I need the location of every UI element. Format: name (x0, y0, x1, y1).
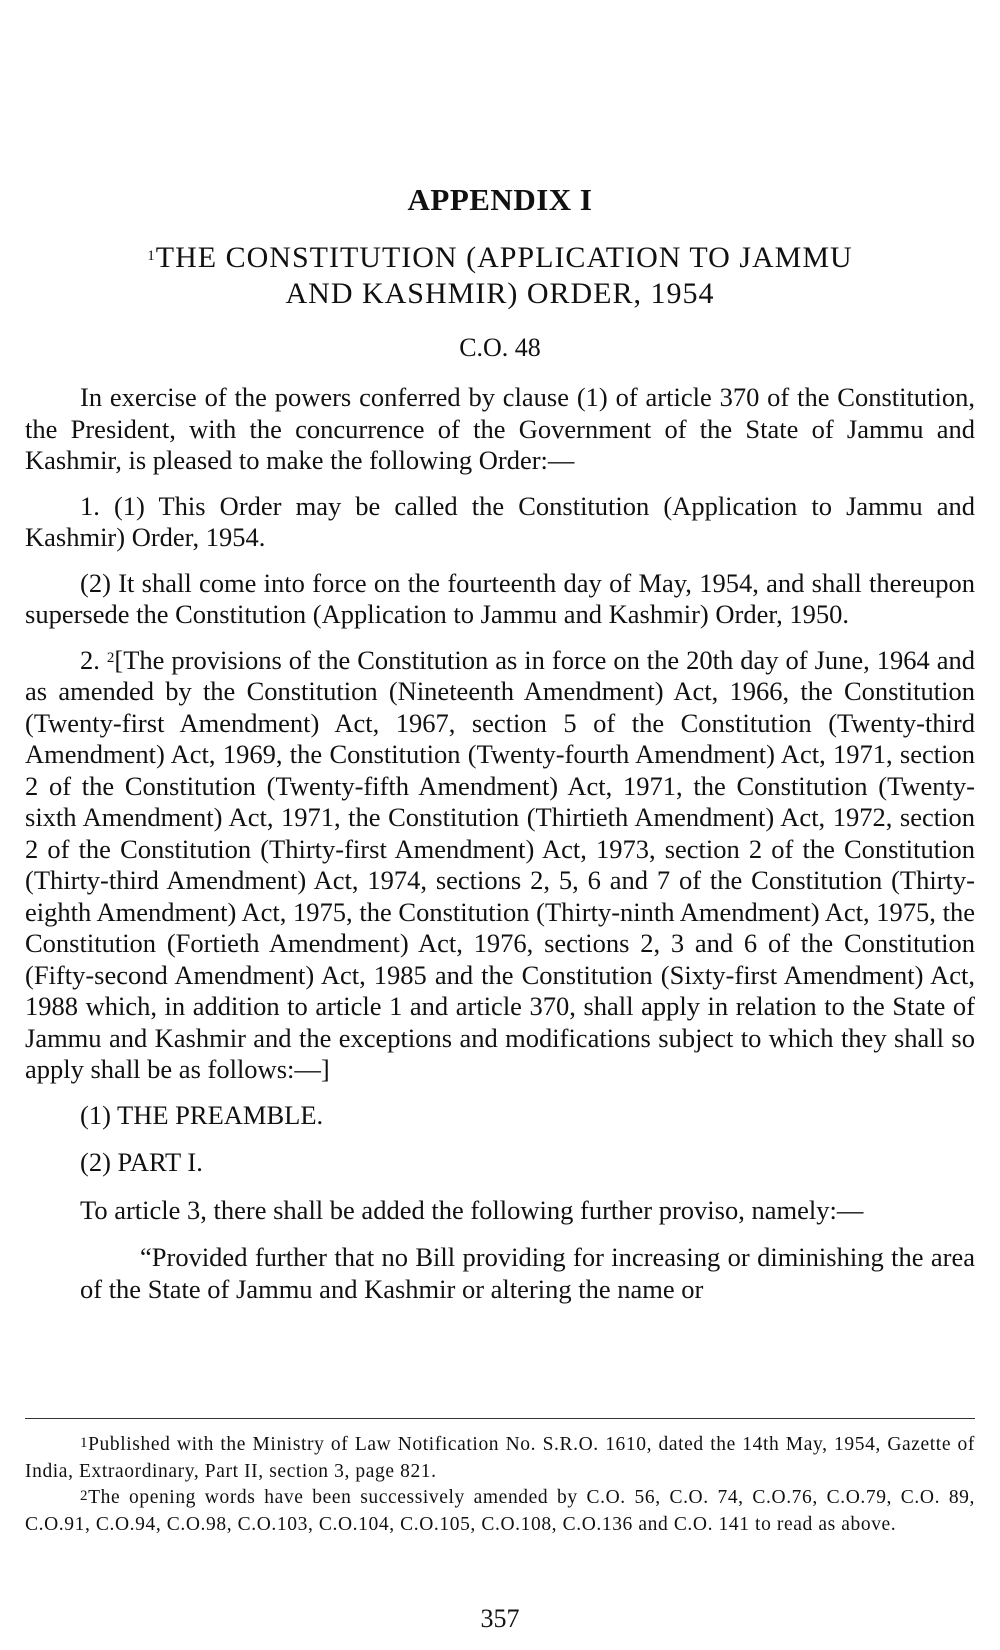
item-part-1: (2) PART I. (80, 1147, 203, 1177)
footnote-2: $^2$The opening words have been successively amended by C.O. 56, C.O. 74, C.O.76, C.O.79, C.O. 89, C.O.91, C.O.94, C.O.98, C.O.103, C.O.104, C.O.105, C.O.108, C.O.136 and C.O. 141 to read as above. (25, 1487, 975, 1535)
footnotes (25, 1432, 975, 1538)
item-preamble: (1) THE PREAMBLE. (80, 1099, 324, 1130)
order-title (0, 240, 1000, 312)
page-number: 357 (480, 1604, 520, 1633)
proviso-quote: “Provided further that no Bill providing for increasing or diminishing the area of the State of Jammu and Kashmir or altering the name or (80, 1242, 975, 1304)
footnote-1: $^1$Published with the Ministry of Law Notification No. S.R.O. 1610, dated the 14th May, 1954, Gazette of India, Extraordinary, Part II, section 3, page 821. (25, 1434, 975, 1482)
intro-paragraph: In exercise of the powers conferred by clause (1) of article 370 of the Constitution, the President, with the concurrence of the Government of the State of Jammu and Kashmir, is pleased to make the following Order:— (25, 382, 975, 475)
order-number: C.O. 48 (459, 333, 541, 362)
paragraph-1-2: (2) It shall come into force on the fourteenth day of May, 1954, and shall thereupon supersede the Constitution (Application to Jammu and Kashmir) Order, 1950. (25, 567, 975, 629)
appendix-heading: APPENDIX I (407, 182, 593, 217)
paragraph-1-1: 1. (1) This Order may be called the Constitution (Application to Jammu and Kashmir) Order, 1954. (25, 490, 975, 552)
order-body (25, 382, 975, 1305)
order-title-line-1: $^1$THE CONSTITUTION (APPLICATION TO JAMMU (147, 241, 853, 274)
footnote-marker-1: 1 (147, 248, 156, 264)
article-3-intro: To article 3, there shall be added the following further proviso, namely:— (80, 1194, 864, 1225)
footnote-divider (25, 1418, 975, 1419)
footnote-marker-2: 2 (106, 649, 115, 666)
order-title-line-2: AND KASHMIR) ORDER, 1954 (285, 277, 715, 310)
paragraph-2: 2. $^2$[The provisions of the Constitution as in force on the 20th day of June, 1964 and as amended by the Constitution (Nineteenth Amendment) Act, 1966, the Constitution (Twenty-first Amendment) Act, 1967, section 5 of the Constitution (Twenty-third Amendment) Act, 1969, the Constitution (Twenty-fourth Amendment) Act, 1971, section 2 of the Constitution (Twenty-fifth Amendment) Act, 1971, the Constitution (Twenty-sixth Amendment) Act, 1971, the Constitution (Thirtieth Amendment) Act, 1972, section 2 of the Constitution (Thirty-first Amendment) Act, 1973, section 2 of the Constitution (Thirty-third Amendment) Act, 1974, sections 2, 5, 6 and 7 of the Constitution (Thirty-eighth Amendment) Act, 1975, the Constitution (Thirty-ninth Amendment) Act, 1975, the Constitution (Fortieth Amendment) Act, 1976, sections 2, 3 and 6 of the Constitution (Fifty-second Amendment) Act, 1985 and the Constitution (Sixty-first Amendment) Act, 1988 which, in addition to article 1 and article 370, shall apply in relation to the State of Jammu and Kashmir and the exceptions and modifications subject to which they shall so apply shall be as follows:—] (25, 644, 976, 1084)
